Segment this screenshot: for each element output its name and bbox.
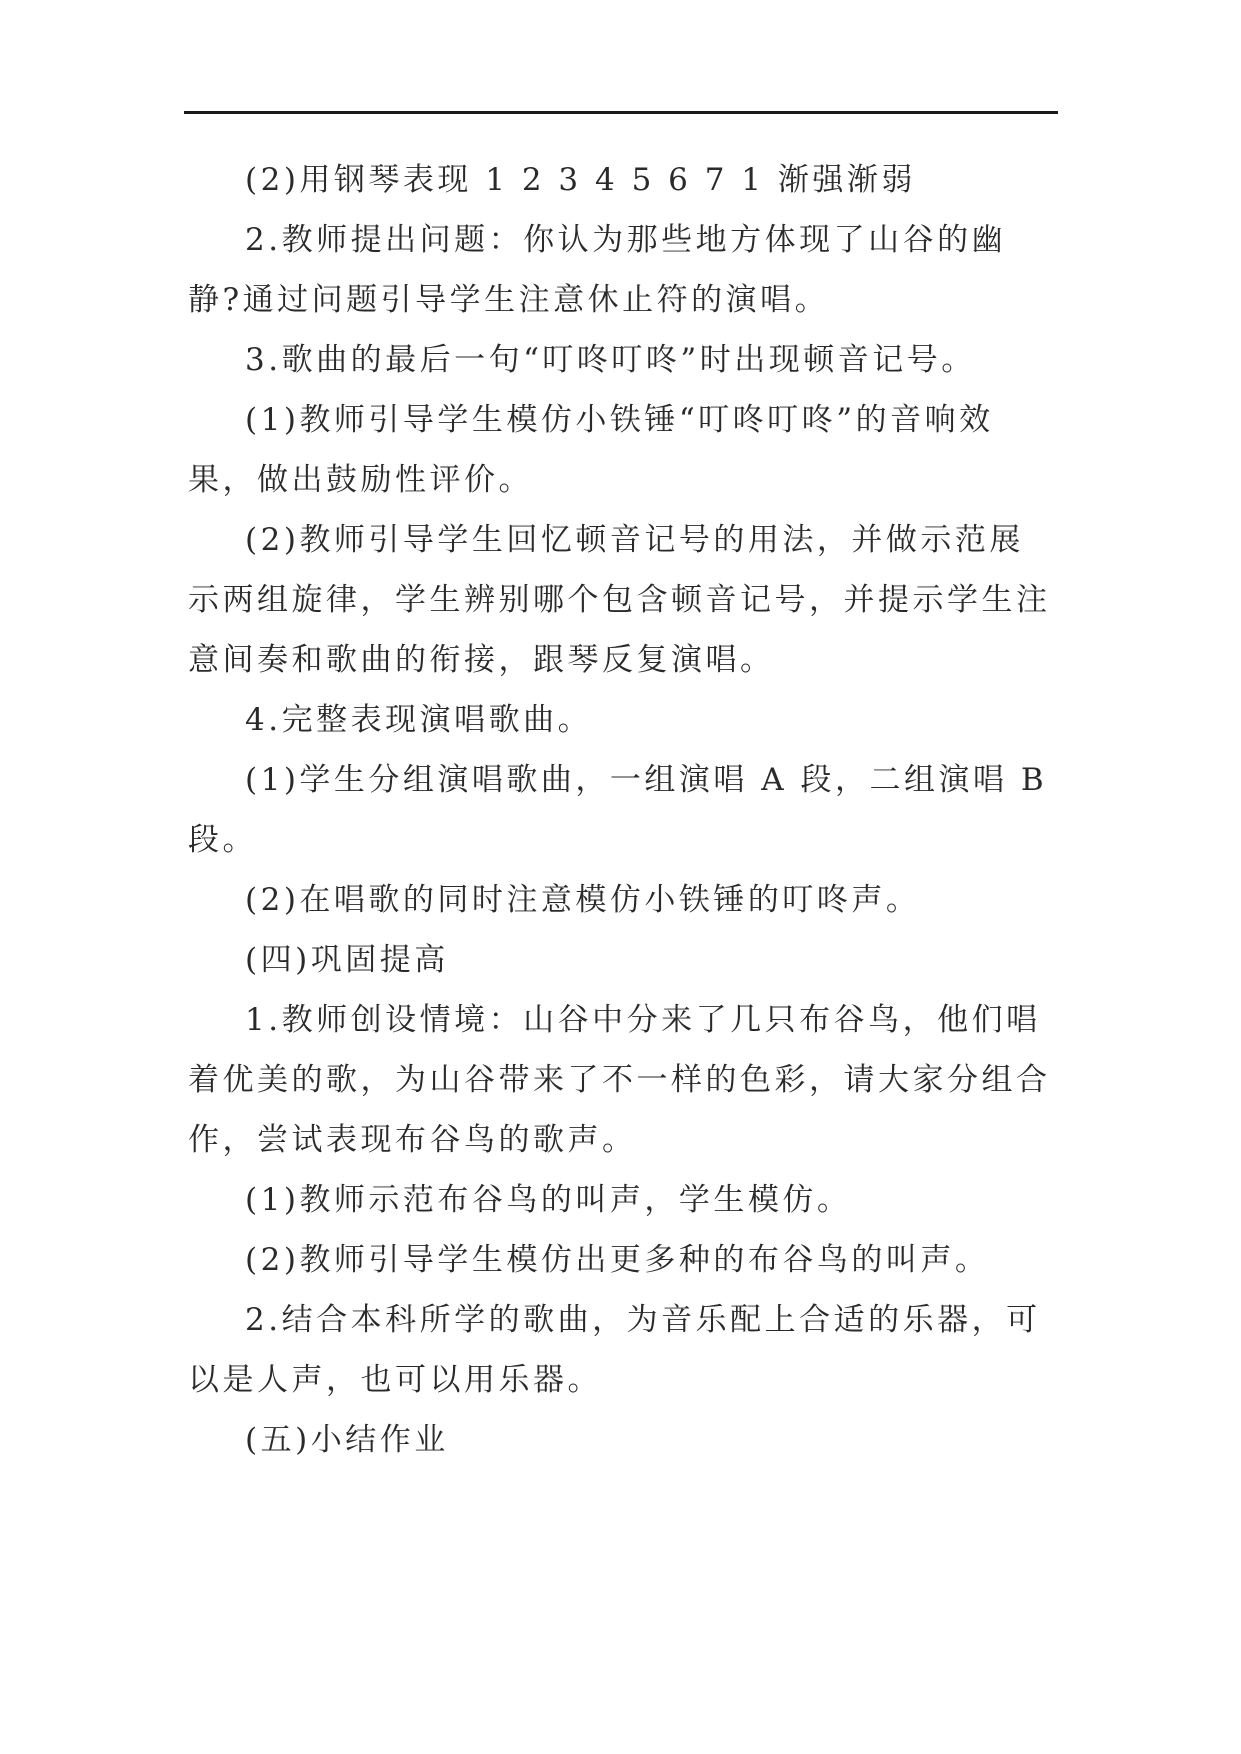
paragraph: 1.教师创设情境：山谷中分来了几只布谷鸟，他们唱着优美的歌，为山谷带来了不一样的色彩，请大家分组合作，尝试表现布谷鸟的歌声。 [188, 1002, 1051, 1158]
paragraph: (2)教师引导学生回忆顿音记号的用法，并做示范展示两组旋律，学生辨别哪个包含顿音记号，并提示学生注意间奏和歌曲的衔接，跟琴反复演唱。 [188, 522, 1051, 678]
paragraph: (1)学生分组演唱歌曲，一组演唱 A 段，二组演唱 B 段。 [188, 762, 1048, 858]
header-rule [184, 111, 1058, 114]
document-body [188, 150, 1058, 1470]
paragraph: (2)教师引导学生模仿出更多种的布谷鸟的叫声。 [245, 1242, 990, 1278]
paragraph: 3.歌曲的最后一句“叮咚叮咚”时出现顿音记号。 [245, 342, 976, 378]
paragraph: 4.完整表现演唱歌曲。 [245, 702, 593, 738]
paragraph: (2)用钢琴表现 1 2 3 4 5 6 7 1 渐强渐弱 [245, 162, 916, 198]
paragraph: (1)教师示范布谷鸟的叫声，学生模仿。 [245, 1182, 852, 1218]
paragraph: 2.教师提出问题：你认为那些地方体现了山谷的幽静?通过问题引导学生注意休止符的演唱。 [188, 222, 1007, 318]
section-heading: (五)小结作业 [245, 1422, 449, 1458]
section-heading: (四)巩固提高 [245, 942, 449, 978]
paragraph: 2.结合本科所学的歌曲，为音乐配上合适的乐器，可以是人声，也可以用乐器。 [188, 1302, 1041, 1398]
paragraph: (2)在唱歌的同时注意模仿小铁锤的叮咚声。 [245, 882, 921, 918]
paragraph: (1)教师引导学生模仿小铁锤“叮咚叮咚”的音响效果，做出鼓励性评价。 [188, 402, 994, 498]
